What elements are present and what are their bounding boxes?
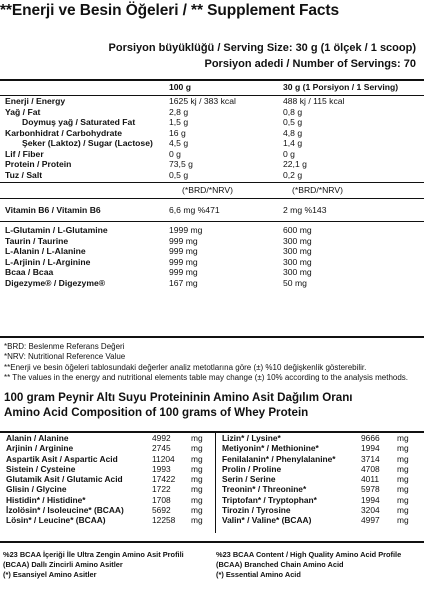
footer-right: [216, 550, 401, 580]
amino-unit: mg: [397, 443, 409, 454]
amino-value: 1994: [361, 494, 380, 505]
nutrient-label: Enerji / Energy: [5, 96, 66, 106]
amino-unit: mg: [191, 515, 203, 526]
amino-value: 1993: [152, 463, 171, 474]
amino-unit: mg: [191, 505, 203, 516]
nutrient-label: Vitamin B6 / Vitamin B6: [5, 204, 101, 215]
amino-name: Histidin* / Histidine*: [6, 494, 86, 505]
amino-unit: mg: [397, 515, 409, 526]
nutrient-label: L-Arjinin / L-Arginine: [5, 256, 91, 267]
nutrition-row-carbohydrate: [4, 128, 420, 139]
footer-line: (*) Essential Amino Acid: [216, 570, 301, 579]
nutrient-value-serving: 600 mg: [283, 225, 312, 235]
extra-row: [4, 267, 420, 278]
nutrient-value-serving: 0,8 g: [283, 106, 303, 117]
amino-row: [4, 505, 214, 515]
nutrient-value-100g: 999 mg: [169, 267, 198, 277]
nutrient-value-100g: 16 g: [169, 127, 186, 138]
brd-nrv-header: (*BRD/*NRV): [292, 185, 343, 195]
nutrition-header-row: [4, 80, 420, 95]
nutrient-label: L-Alanin / L-Alanine: [5, 246, 86, 256]
nutrient-value-100g: 2,8 g: [169, 106, 189, 117]
divider: [0, 541, 424, 543]
amino-unit: mg: [191, 494, 203, 505]
amino-value: 4992: [152, 433, 171, 443]
amino-name: Metiyonin* / Methionine*: [222, 443, 319, 454]
divider: [0, 182, 424, 183]
amino-name: Treonin* / Threonine*: [222, 484, 307, 495]
amino-value: 3204: [361, 505, 380, 516]
amino-value: 11204: [152, 453, 175, 464]
nutrition-row-salt: [4, 170, 420, 181]
nutrient-value-100g: 999 mg: [169, 256, 198, 267]
amino-name: Alanin / Alanine: [6, 433, 69, 443]
col-serving-header: 30 g (1 Porsiyon / 1 Serving): [283, 82, 399, 92]
amino-name: Glisin / Glycine: [6, 484, 67, 495]
amino-unit: mg: [191, 453, 203, 464]
nutrition-row-energy: [4, 96, 420, 107]
amino-row: [4, 495, 214, 505]
footnotes: [4, 342, 418, 383]
nutrient-label: Protein / Protein: [5, 159, 72, 169]
extra-row: [4, 278, 420, 289]
footer-line: %23 BCAA İçeriği İle Ultra Zengin Amino Asit Profili: [3, 550, 184, 559]
amino-row: [220, 474, 422, 484]
nutrient-value-serving: 0 g: [283, 148, 295, 159]
nutrition-row-fiber: [4, 149, 420, 160]
nutrient-value-100g: 73,5 g: [169, 159, 193, 169]
nutrient-value-serving: 300 mg: [283, 267, 312, 277]
serving-size: Porsiyon büyüklüğü / Serving Size: 30 g (1 ölçek / 1 scoop): [108, 42, 416, 54]
nutrient-value-serving: 488 kj / 115 kcal: [283, 96, 345, 106]
extra-row: [4, 236, 420, 247]
nutrition-row-saturated-fat: [4, 117, 420, 128]
nutrient-label: Karbonhidrat / Carbohydrate: [5, 127, 122, 138]
nutrient-value-serving: 1,4 g: [283, 138, 303, 148]
footnote: *BRD: Beslenme Referans Değeri: [4, 342, 125, 351]
amino-unit: mg: [191, 443, 203, 454]
footer-line: (BCAA) Branched Chain Amino Acid: [216, 560, 344, 569]
amino-row: [220, 443, 422, 453]
column-divider: [215, 433, 216, 533]
amino-value: 4708: [361, 463, 380, 474]
nutrient-value-serving: 4,8 g: [283, 127, 303, 138]
nutrient-label: Bcaa / Bcaa: [5, 267, 54, 277]
page-title: **Enerji ve Besin Öğeleri / ** Supplement Facts: [0, 2, 340, 19]
extra-row: [4, 225, 420, 236]
nutrient-label: Tuz / Salt: [5, 169, 43, 180]
amino-unit: mg: [191, 474, 203, 485]
nutrient-value-serving: 300 mg: [283, 246, 312, 256]
amino-name: Glutamik Asit / Glutamic Acid: [6, 474, 123, 485]
nutrient-value-100g: 167 mg: [169, 277, 198, 288]
divider: [0, 221, 424, 222]
amino-name: Lösin* / Leucine* (BCAA): [6, 515, 106, 526]
amino-value: 4011: [361, 474, 380, 485]
amino-row: [4, 484, 214, 494]
amino-value: 1708: [152, 494, 171, 505]
nutrient-value-100g: 999 mg: [169, 246, 198, 256]
amino-unit: mg: [191, 433, 203, 443]
amino-unit: mg: [191, 484, 203, 495]
amino-row: [220, 515, 422, 525]
amino-value: 1994: [361, 443, 380, 454]
amino-table-left: [4, 433, 214, 526]
brd-nrv-header: (*BRD/*NRV): [182, 185, 233, 195]
nutrient-label: Yağ / Fat: [5, 106, 41, 117]
amino-value: 9666: [361, 433, 380, 443]
amino-row: [4, 464, 214, 474]
nutrient-label: Doymuş yağ / Saturated Fat: [22, 117, 136, 127]
nutrient-value-serving: 0,2 g: [283, 169, 303, 180]
nutrient-value-serving: 300 mg: [283, 235, 312, 246]
amino-value: 12258: [152, 515, 176, 526]
amino-value: 5978: [361, 484, 380, 495]
amino-value: 1722: [152, 484, 171, 495]
amino-unit: mg: [397, 433, 409, 443]
amino-unit: mg: [397, 474, 409, 485]
footer-line: (BCAA) Dallı Zincirli Amino Asitler: [3, 560, 123, 569]
nutrient-value-serving: 22,1 g: [283, 159, 307, 169]
amino-value: 2745: [152, 443, 171, 454]
nutrition-row-protein: [4, 159, 420, 170]
amino-row: [4, 515, 214, 525]
amino-unit: mg: [397, 494, 409, 505]
amino-value: 5692: [152, 505, 171, 516]
amino-row: [4, 433, 214, 443]
amino-name: Serin / Serine: [222, 474, 276, 485]
divider: [0, 198, 424, 199]
amino-name: Lizin* / Lysine*: [222, 433, 281, 443]
amino-name: Aspartik Asit / Aspartic Acid: [6, 453, 118, 464]
nutrient-value-serving: 300 mg: [283, 256, 312, 267]
nutrient-value-serving: 50 mg: [283, 277, 307, 288]
amino-row: [220, 464, 422, 474]
nutrient-value-100g: 1625 kj / 383 kcal: [169, 96, 236, 106]
amino-title-en: Amino Acid Composition of 100 grams of Whey Protein: [4, 406, 309, 419]
footnote: *NRV: Nutritional Reference Value: [4, 352, 126, 362]
nutrient-value-100g: 6,6 mg %471: [169, 204, 220, 215]
nutrition-row-sugar: [4, 138, 420, 149]
amino-name: Fenilalanin* / Phenylalanine*: [222, 453, 336, 464]
amino-name: Tirozin / Tyrosine: [222, 505, 291, 516]
col-100g-header: 100 g: [169, 82, 191, 92]
amino-value: 3714: [361, 453, 380, 464]
nutrient-value-100g: 0 g: [169, 148, 181, 159]
amino-name: Triptofan* / Tryptophan*: [222, 494, 317, 505]
amino-row: [220, 495, 422, 505]
amino-name: Sistein / Cysteine: [6, 463, 76, 474]
amino-row: [4, 443, 214, 453]
nutrition-table: [4, 80, 420, 288]
amino-unit: mg: [397, 453, 409, 464]
brd-header-row: [4, 185, 420, 196]
amino-row: [220, 505, 422, 515]
nutrient-value-100g: 1999 mg: [169, 225, 203, 235]
amino-row: [220, 484, 422, 494]
nutrient-value-100g: 1,5 g: [169, 117, 189, 127]
extra-row: [4, 257, 420, 268]
amino-name: Valin* / Valine* (BCAA): [222, 515, 312, 526]
servings-per-container: Porsiyon adedi / Number of Servings: 70: [204, 58, 416, 70]
amino-table-right: [220, 433, 422, 526]
amino-unit: mg: [397, 505, 409, 516]
nutrient-label: L-Glutamin / L-Glutamine: [5, 225, 108, 235]
amino-name: İzolösin* / Isoleucine* (BCAA): [6, 505, 124, 516]
nutrient-value-100g: 0,5 g: [169, 169, 189, 180]
nutrient-label: Lif / Fiber: [5, 148, 44, 159]
nutrient-label: Digezyme® / Digezyme®: [5, 277, 106, 288]
nutrient-value-serving: 0,5 g: [283, 117, 303, 127]
footer-line: (*) Esansiyel Amino Asitler: [3, 570, 97, 579]
footnote: **Enerji ve besin öğeleri tablosundaki değerler analiz metotlarına göre (±) %10 değişkenlik gösterebilir.: [4, 362, 367, 372]
amino-row: [4, 474, 214, 484]
nutrient-label: Taurin / Taurine: [5, 235, 69, 246]
amino-row: [220, 433, 422, 443]
amino-unit: mg: [397, 463, 409, 474]
nutrition-row-fat: [4, 107, 420, 118]
nutrient-value-100g: 4,5 g: [169, 138, 189, 148]
footer-line: %23 BCAA Content / High Quality Amino Acid Profile: [216, 550, 402, 559]
nutrient-value-100g: 999 mg: [169, 235, 198, 246]
amino-row: [4, 454, 214, 464]
amino-name: Arjinin / Arginine: [6, 443, 74, 454]
extra-row: [4, 246, 420, 257]
amino-unit: mg: [191, 463, 203, 474]
amino-name: Prolin / Proline: [222, 463, 282, 474]
amino-value: 4997: [361, 515, 380, 526]
vitamin-b6-row: [4, 205, 420, 216]
footnote: ** The values in the energy and nutritional elements table may change (±) 10% according to the analysis methods.: [4, 372, 409, 382]
amino-row: [220, 454, 422, 464]
amino-title-tr: 100 gram Peynir Altı Suyu Proteininin Amino Asit Dağılım Oranı: [4, 391, 353, 404]
nutrient-value-serving: 2 mg %143: [283, 204, 327, 215]
divider: [0, 336, 424, 338]
nutrient-label: Şeker (Laktoz) / Sugar (Lactose): [22, 138, 153, 148]
amino-unit: mg: [397, 484, 409, 495]
footer-left: [3, 550, 184, 580]
amino-value: 17422: [152, 474, 176, 485]
